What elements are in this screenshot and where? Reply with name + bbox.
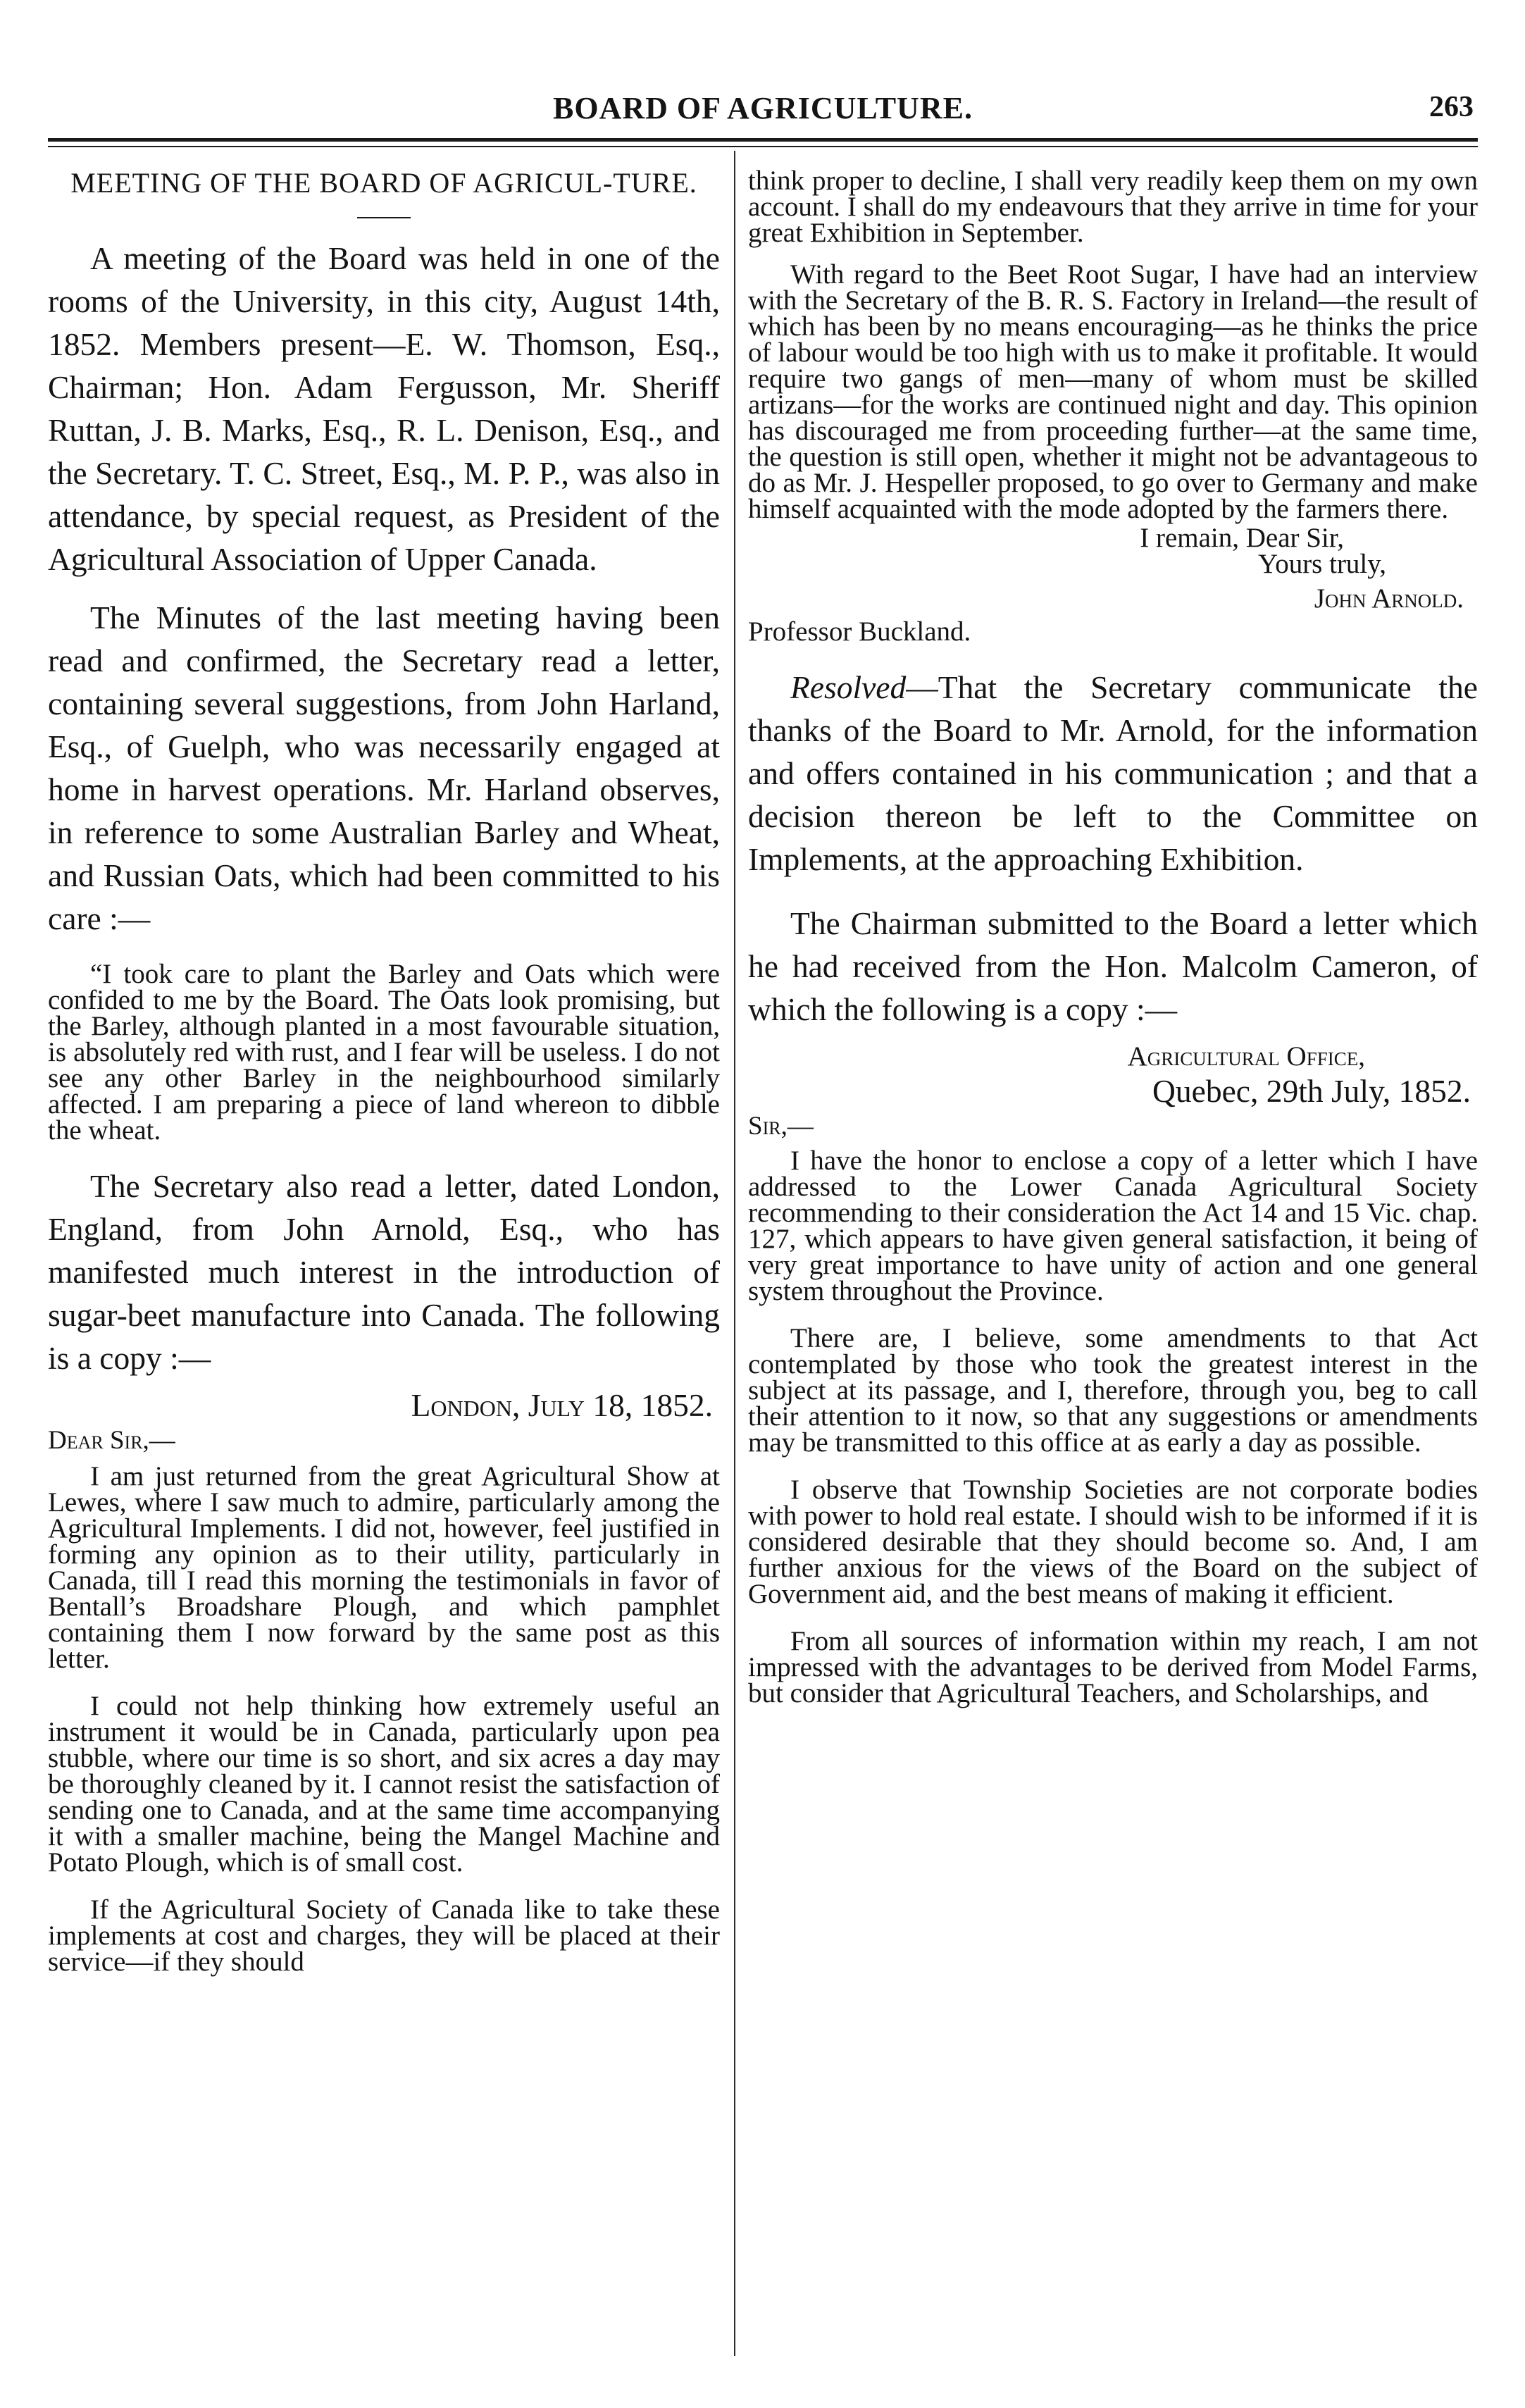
resolved-label: Resolved <box>790 669 907 705</box>
title-dash <box>357 217 411 218</box>
letter-addressee: Professor Buckland. <box>748 616 971 647</box>
letter-salutation: Dear Sir,— <box>48 1426 175 1455</box>
chairman-paragraph: The Chairman submitted to the Board a letter which he had received from the Hon. Malcolm Cameron, of which the following is a copy :— <box>748 905 1478 1027</box>
arnold-intro-paragraph: The Secretary also read a letter, dated London, England, from John Arnold, Esq., who has manifested much interest in the introduction of sugar-beet manufacture into Canada. The following is a copy :— <box>48 1168 720 1376</box>
header-rule-thin <box>48 146 1478 147</box>
minutes-paragraph: The Minutes of the last meeting having been read and confirmed, the Secretary read a letter, containing several suggestions, from John Harland, Esq., of Guelph, who was necessarily engaged at home in harvest operations. Mr. Harland observes, in reference to some Australian Barley and Wheat, and Russian Oats, which had been committed to his care :— <box>48 600 720 936</box>
cameron-letter-paragraph: From all sources of information within my reach, I am not impressed with the advantages to be derived from Model Farms, but consider that Agricultural Teachers, and Scholarships, and <box>748 1626 1478 1708</box>
letter-continuation: think proper to decline, I shall very readily keep them on my own account. I shall do my endeavours that they arrive in time for your great Exhibition in September. <box>748 166 1478 248</box>
beet-sugar-paragraph: With regard to the Beet Root Sugar, I have had an interview with the Secretary of the B. R. S. Factory in Ireland—the result of which has been by no means encouraging—as he thinks the price of labour would be too high with us to make it profitable. It would require two gangs of men—many of whom must be skilled artizans—for the works are continued night and day. This opinion has discouraged me from proceeding further—at the same time, the question is still open, whether it might not be advantageous to do as Mr. J. Hespeller proposed, to go over to Germany and make himself acquainted with the mode adopted by the farmers there. <box>748 259 1478 524</box>
right-column <box>748 168 1478 1706</box>
article-title: MEETING OF THE BOARD OF AGRICUL-TURE. <box>70 167 697 199</box>
page-header <box>48 83 1478 139</box>
resolved-paragraph: Resolved—That the Secretary communicate the thanks of the Board to Mr. Arnold, for the information and offers contained in his communication ; and that a decision thereon be left to the Committee on Implements, at the approaching Exhibition. <box>748 669 1478 877</box>
cameron-letter-paragraph: I have the honor to enclose a copy of a letter which I have addressed to the Lower Canada Agricultural Society recommending to their consideration the Act 14 and 15 Vic. chap. 127, which appears to have given general satisfaction, it being of very great importance to have unity of action and one general system throughout the Province. <box>748 1146 1478 1306</box>
letter-paragraph: I am just returned from the great Agricultural Show at Lewes, where I saw much to admire, particularly among the Agricultural Implements. I did not, however, feel justified in forming any opinion as to their utility, particularly in Canada, till I read this morning the testimonials in favor of Bentall’s Broadshare Plough, and which pamphlet containing them I now forward by the same post as this letter. <box>48 1461 720 1674</box>
letter-paragraph: I could not help thinking how extremely useful an instrument it would be in Canada, particularly upon pea stubble, where our time is so short, and six acres a day may be thoroughly cleaned by it. I cannot resist the satisfaction of sending one to Canada, and at the same time accompanying it with a smaller machine, being the Mangel Machine and Potato Plough, which is of small cost. <box>48 1691 720 1878</box>
letter-closing: Yours truly, <box>1257 549 1386 579</box>
meeting-paragraph: A meeting of the Board was held in one of the rooms of the University, in this city, August 14th, 1852. Members present—E. W. Thomson, Esq., Chairman; Hon. Adam Fergusson, Mr. Sheriff Ruttan, J. B. Marks, Esq., R. L. Denison, Esq., and the Secretary. T. C. Street, Esq., M. P. P., was also in attendance, by special request, as President of the Agricultural Association of Upper Canada. <box>48 240 720 577</box>
letter-dateline: London, July 18, 1852. <box>411 1387 713 1423</box>
letter-paragraph: If the Agricultural Society of Canada like to take these implements at cost and charges, they will be placed at their service—if they should <box>48 1894 720 1977</box>
harland-quote: “I took care to plant the Barley and Oats which were confided to me by the Board. The Oats look promising, but the Barley, although planted in a most favourable situation, is absolutely red with rust, and I fear will be useless. I do not see any other Barley in the neighbourhood similarly affected. I am preparing a piece of land whereon to dibble the wheat. <box>48 959 720 1146</box>
letter-closing: I remain, Dear Sir, <box>1140 523 1344 553</box>
office-date: Quebec, 29th July, 1852. <box>1152 1073 1471 1109</box>
cameron-letter-paragraph: I observe that Township Societies are not corporate bodies with power to hold real estate. I should wish to be informed if it is considered desirable that they should become so. And, I am further anxious for the views of the Board on the subject of Government aid, and the best means of making it efficient. <box>748 1475 1478 1609</box>
office-heading: Agricultural Office, <box>1127 1041 1365 1072</box>
left-column <box>48 168 720 1975</box>
letter-signature: John Arnold. <box>1314 583 1464 614</box>
header-rule-thick <box>48 138 1478 142</box>
running-head: BOARD OF AGRICULTURE. <box>553 91 973 125</box>
cameron-letter-paragraph: There are, I believe, some amendments to that Act contemplated by those who took the greatest interest in the subject at its passage, and I, therefore, through you, beg to call their attention to it now, so that any suggestions or amendments may be transmitted to this office at as early a day as possible. <box>748 1323 1478 1458</box>
page-number: 263 <box>1429 91 1474 123</box>
cameron-salutation: Sir,— <box>748 1112 814 1141</box>
column-divider <box>734 151 735 2356</box>
